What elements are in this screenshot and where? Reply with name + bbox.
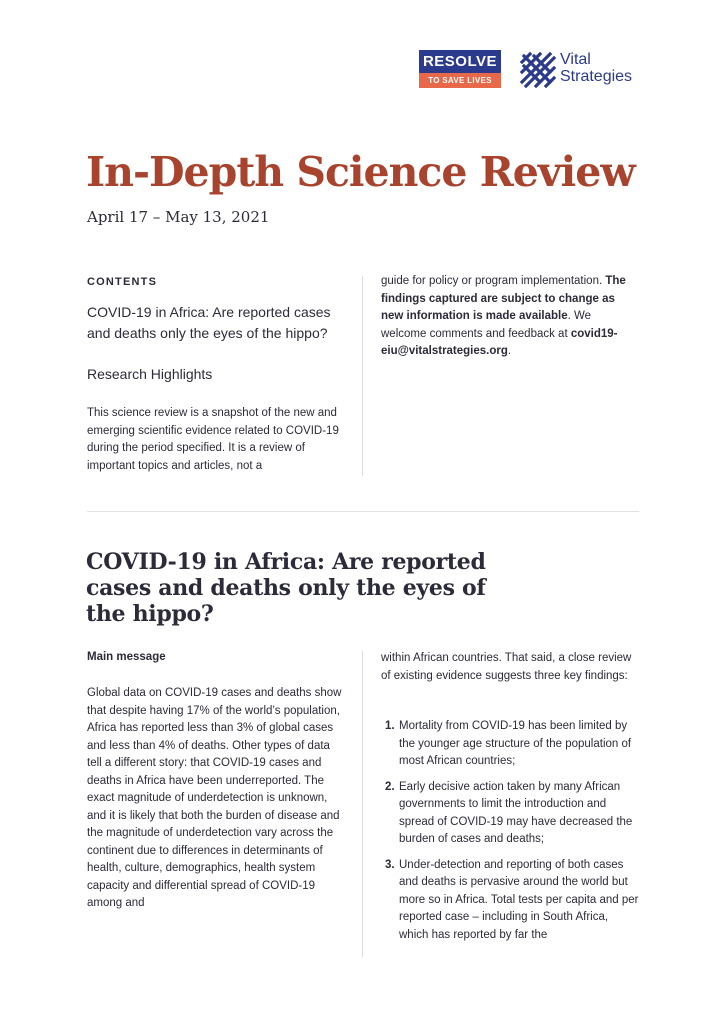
finding-number: 1. xyxy=(385,720,395,732)
resolve-logo-tagline: TO SAVE LIVES xyxy=(419,73,501,88)
intro-paragraph-left: This science review is a snapshot of the new and emerging scientific evidence related to COVID-19 during the period specified. It is a review of important topics and articles, not a xyxy=(87,407,339,472)
date-range: April 17 – May 13, 2021 xyxy=(87,208,270,226)
resolve-logo-top: RESOLVE xyxy=(419,50,501,73)
finding-text: Early decisive action taken by many African governments to limit the introduction and spread of COVID-19 may have decreased the burden of cases and deaths; xyxy=(399,780,633,845)
findings-list xyxy=(381,718,639,952)
intro-right-text-3: . xyxy=(507,345,512,357)
contents-link-covid-africa[interactable]: COVID-19 in Africa: Are reported cases and deaths only the eyes of the hippo? xyxy=(87,304,331,341)
vital-strategies-line2: Strategies xyxy=(560,68,633,85)
contents-heading: CONTENTS xyxy=(87,276,158,288)
list-item xyxy=(381,857,639,945)
finding-number: 3. xyxy=(385,858,395,871)
main-message-heading: Main message xyxy=(87,651,166,663)
finding-text: Under-detection and reporting of both cases and deaths is pervasive around the world but more so in Africa. Total tests per capita and per reported case – including in South Africa, which has reported by far the xyxy=(399,858,639,941)
intro-right-bold: The findings captured are subject to change as new information is made available xyxy=(381,275,626,322)
section-divider xyxy=(87,511,639,512)
resolve-logo xyxy=(419,50,501,88)
intro-right-text-2: . We welcome comments and feedback at xyxy=(381,310,592,340)
page-title: In-Depth Science Review xyxy=(86,148,635,196)
section-title: COVID-19 in Africa: Are reported cases and deaths only the eyes of the hippo? xyxy=(86,549,486,627)
intro-paragraph-right xyxy=(381,273,639,361)
list-item xyxy=(381,718,639,771)
vital-strategies-line1: Vital xyxy=(560,51,591,68)
finding-text: Mortality from COVID-19 has been limited by the younger age structure of the population of most African countries; xyxy=(399,720,632,767)
column-divider-2 xyxy=(362,651,363,957)
list-item xyxy=(381,779,639,849)
intro-right-text: guide for policy or program implementation. xyxy=(381,275,606,287)
main-message-paragraph: Global data on COVID-19 cases and deaths show that despite having 17% of the world’s population, Africa has reported less than 3% of global cases and less than 4% of deaths. Other types of data tell a different story: that COVID-19 cases and deaths in Africa have been underreported. The exact magnitude of underdetection is unknown, and it is likely that both the burden of disease and the magnitude of underdetection vary across the continent due to differences in determinants of health, culture, demographics, health system capacity and differential spread of COVID-19 among and xyxy=(87,687,342,909)
feedback-email-link[interactable]: covid19-eiu@vitalstrategies.org xyxy=(381,327,618,357)
column-divider xyxy=(362,276,363,476)
findings-intro: within African countries. That said, a close review of existing evidence suggests three key findings: xyxy=(381,652,632,682)
vital-strategies-mark-icon xyxy=(518,50,556,88)
contents-link-research-highlights[interactable]: Research Highlights xyxy=(87,366,213,382)
vital-strategies-wordmark xyxy=(560,51,632,85)
finding-number: 2. xyxy=(385,780,395,793)
